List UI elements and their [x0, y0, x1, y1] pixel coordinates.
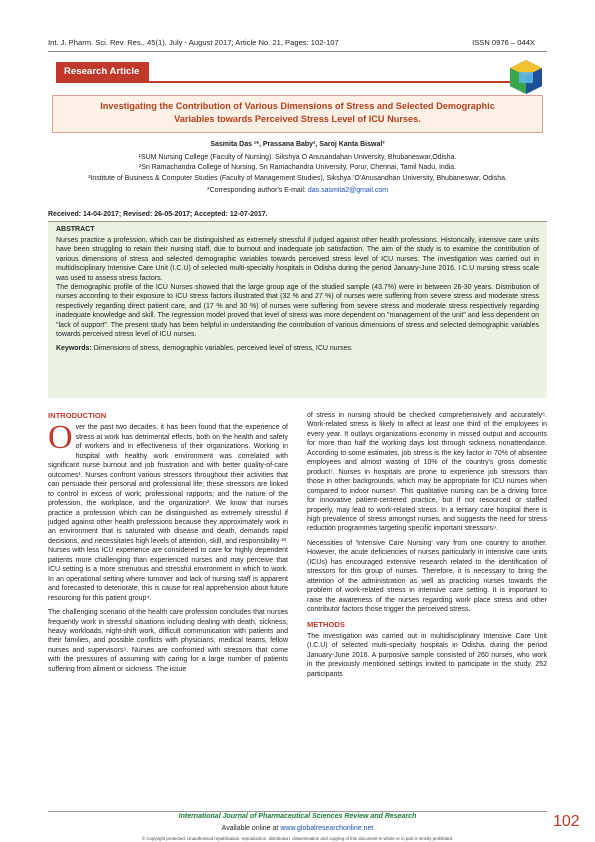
right-column: [307, 411, 547, 684]
footer-availability: [48, 825, 547, 832]
introduction-paragraph-1-text: ver the past two decades, it has been found that the experience of stress at work has detrimental effects, both on the health and safety of workers and in effectiveness of their organizations. Working in hospital with healthy work environment was correlated with significant nurse burnout and job frustration and with better quality-of-care outcomes¹. Nurses confront various stressors throughout their activities that can persuade their personal and professional life; these stressors are linked to control in excess of work; professional rapports; and the nature of the profession, the workplace, and the organization². We know that nurses practice a profession which can be distinguished as extremely stressful if judged against other health professions because they approximately work in an environment that is saturated with disease and death, demands rapid decisions, and necessitates high levels of attention, skill, and responsibility ²³. Nurses with less ICU experience are considered to care for highly dependent patients more challenging than experienced nurses and may perceive that ICU setting is a more strenuous and stressful environment in which to work. In an operational setting where turnover and lack of nursing staff is apparent and forecasted to deteriorate, this is cause for real apprehension about future resourcing for this patient group⁴.: [48, 424, 288, 602]
header-divider: [48, 51, 547, 52]
footer-available-prefix: Available online at: [221, 825, 279, 832]
keywords-label: Keywords:: [56, 345, 92, 353]
affiliation-2: ²Sri Ramachandra College of Nursing, Sri Ramachandra University, Porur, Chennai, Tamil Nadu, India.: [138, 164, 457, 171]
right-paragraph-2: Necessities of 'Intensive Care Nursing' vary from one country to another. However, the acute deficiencies of nurses particularly in intensive care units (ICUs) has encouraged extensive research related to the identification of stressors for this group of nurses. Therefore, it is necessary to bring the attention of the administration as well as practicing nurses towards the problem of work-related stress in intensive care setting. It is important to raise the awareness of the nurses regarding work place stress and other contributor factors those trigger the perceived stress.: [307, 539, 547, 614]
badge-underline: [56, 81, 513, 83]
abstract-paragraph-1: Nurses practice a profession, which can be distinguished as extremely stressful if judged against other health professions. Historically, intensive care units have been struggling to retain their nursing staff, due to burnout and inadequate job satisfaction. The aim of the study is to examine the contribution of various dimensions of stress and selected demographic variables towards perceived stress level of ICU nurses. The investigation was carried out in multidisciplinary Intensive Care Unit (I.C.U) of selected multi-specialty hospitals in Odisha during the period January-June 2016. I.C.U nursing stress scale was used to assess stress factors.: [56, 237, 539, 282]
keywords: [56, 345, 539, 352]
methods-paragraph: The investigation was carried out in multidisciplinary Intensive Care Unit (I.C.U) of selected multi-specialty hospitals in Odisha. during the period January-June 2016. A purposive sample consisted of 260 nurses, who work in the previously mentioned settings invited to participate in the study. 252 participants: [307, 632, 547, 678]
introduction-paragraph-2: The challenging scenario of the health care profession concludes that nurses frequently work in stressful situations including dealing with death, sickness, heavy workloads, night-shift work, difficult communication with patients and their families, and possible conflicts with physicians, medical teams, fellow nurses and supervisors⁵. Nurses are confronted with stressors that come with the pressures of assuming with caring for a large number of patients suffering from ailment or sickness. The issue: [48, 609, 288, 673]
article-dates: Received: 14-04-2017; Revised: 26-05-2017; Accepted: 12-07-2017.: [48, 211, 268, 218]
journal-reference: Int. J. Pharm. Sci. Rev. Res., 45(1), July - August 2017; Article No. 21, Pages: 102-107: [48, 38, 339, 47]
footer-url-link[interactable]: www.globalresearchonline.net: [280, 825, 374, 832]
left-column: [48, 411, 288, 679]
right-paragraph-1: of stress in nursing should be checked comprehensively and accurately⁶. Work-related stress is likely to affect at least one third of the employees in every year. It outlays organizations economy in missed output and accounts for more than half the working days lost through sickness nonattendance. According to some estimates, job stress is the key factor in 70% of absentee employees and almost wasting of 10% of the country's gross domestic product⁷. Nurses in hospitals are prone to experience job stressors than those in other backgrounds, which may be appropriate for ICU nurses when compared to indoor nurses⁸. This qualitative nursing can be a driving force for innovative patient-centered practice, but if not resourced or staffed properly, may lead to work-related stress. In a tertiary care hospital there is high prevalence of stress amongst nurses, and suggests the need for stress reduction programmes targeting specific important stressors⁹.: [307, 412, 547, 533]
abstract-paragraph-2: The demographic profile of the ICU Nurses showed that the large group age of the studied sample (43.7%) were in between 26-30 years. Distribution of nurses according to their exposure to ICU stress factors illustrated that (32 % and 27 %) of nurses were suffering from severe stress and moderate stress respectively regarding direct patient care, and (17 % and 30 %) of nurses were suffering from severe stress and moderate stress respectively regarding inadequate knowledge and skill. The regression model proved that level of stress was more dependent on "management of the unit" and less dependent on "lack of support". The present study has been helpful in understanding the contribution of various dimensions of stress and selected demographic variables towards perceived stress level of ICU nurses.: [56, 284, 539, 339]
methods-heading: METHODS: [307, 619, 345, 629]
page-number: 102: [553, 813, 580, 830]
introduction-heading: INTRODUCTION: [48, 411, 107, 420]
footer-copyright: © Copyright protected. Unauthorised republication, reproduction, distribution, dissemination and copying of this document in whole or in part is strictly prohibited.: [141, 836, 454, 841]
article-title: [52, 95, 543, 133]
authors: Sasmita Das ¹*, Prassana Baby², Saroj Kanta Biswal³: [210, 141, 385, 148]
corresponding-email[interactable]: das.sasmita2@gmail.com: [307, 187, 389, 194]
abstract-heading: ABSTRACT: [56, 226, 95, 233]
title-line-2: Variables towards Perceived Stress Level of ICU Nurses.: [174, 114, 421, 124]
footer-divider: [48, 811, 547, 812]
introduction-paragraph-1: [48, 419, 288, 603]
issn: ISSN 0976 – 044X: [472, 38, 535, 47]
corresponding-label: *Corresponding author's E-mail:: [206, 187, 306, 194]
drop-cap: O: [48, 419, 73, 457]
keywords-text: Dimensions of stress, demographic variables, perceived level of stress, ICU nurses.: [93, 345, 353, 353]
footer-journal-name: International Journal of Pharmaceutical Sciences Review and Research: [178, 813, 417, 820]
title-line-1: Investigating the Contribution of Various Dimensions of Stress and Selected Demographic: [100, 101, 495, 111]
affiliation-1: ¹SUM Nursing College (Faculty of Nursing). Sikshya O Anusandahan University, Bhubaneswar,Odisha.: [138, 154, 457, 161]
affiliation-3: ³Institute of Business & Computer Studies (Faculty of Management Studies), Sikshya 'O'Anusandhan University, Bhubaneswar, Odisha.: [88, 175, 507, 182]
article-type-badge: Research Article: [56, 62, 149, 82]
corresponding-author: [48, 186, 547, 195]
abstract-box: [48, 222, 547, 398]
journal-logo-icon: [507, 58, 545, 96]
